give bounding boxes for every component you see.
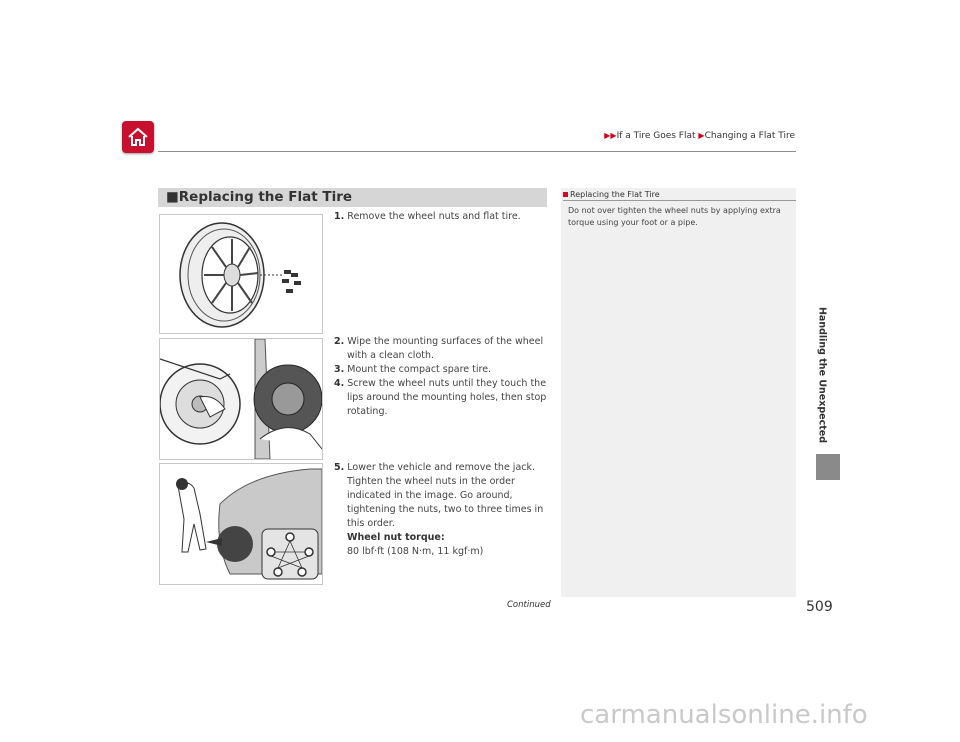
- step-3: 3. Mount the compact spare tire.: [334, 364, 492, 375]
- step-1: 1. Remove the wheel nuts and flat tire.: [334, 211, 521, 222]
- vehicle-illustration: [160, 464, 322, 584]
- note-marker-icon: [563, 192, 568, 197]
- note-divider: [563, 200, 796, 201]
- chapter-tab-label: Handling the Unexpected: [816, 306, 828, 444]
- note-title: Replacing the Flat Tire: [563, 190, 660, 199]
- tire-illustration: [160, 215, 322, 333]
- figure-tighten-nuts: [159, 463, 323, 585]
- note-panel: [561, 188, 796, 597]
- figure-wipe-surfaces: [159, 338, 323, 460]
- breadcrumb-item[interactable]: Changing a Flat Tire: [704, 131, 795, 141]
- step-2: 2. Wipe the mounting surfaces of the wheel with a clean cloth.: [334, 336, 544, 361]
- home-icon: [127, 126, 149, 148]
- breadcrumb-arrow-icon: ▶▶: [604, 131, 617, 140]
- hub-illustration: [160, 339, 322, 459]
- note-text: Do not over tighten the wheel nuts by applying extra torque using your foot or a pipe.: [568, 206, 781, 227]
- breadcrumb: [604, 131, 795, 141]
- figure-remove-tire: [159, 214, 323, 334]
- page-number: 509: [806, 599, 833, 615]
- breadcrumb-item[interactable]: If a Tire Goes Flat: [616, 131, 696, 141]
- breadcrumb-arrow-icon: ▶: [698, 131, 705, 140]
- chapter-tab[interactable]: [816, 454, 840, 480]
- step-5: 5. Lower the vehicle and remove the jack. Tighten the wheel nuts in the order indicated in the image. Go around, tightening the nuts, two to three times in this order. Wheel nut torque: 80 lbf·ft (108 N·m, 11 kgf·m): [334, 462, 544, 557]
- watermark: carmanualsonline.info: [580, 700, 868, 730]
- continued-label: Continued: [507, 600, 551, 610]
- header-divider: [158, 151, 796, 152]
- step-4: 4. Screw the wheel nuts until they touch the lips around the mounting holes, then stop rotating.: [334, 378, 547, 417]
- section-title: ■Replacing the Flat Tire: [166, 189, 353, 205]
- torque-value: 80 lbf·ft (108 N·m, 11 kgf·m): [347, 546, 484, 557]
- home-button[interactable]: [122, 121, 154, 153]
- torque-label: Wheel nut torque:: [347, 532, 445, 543]
